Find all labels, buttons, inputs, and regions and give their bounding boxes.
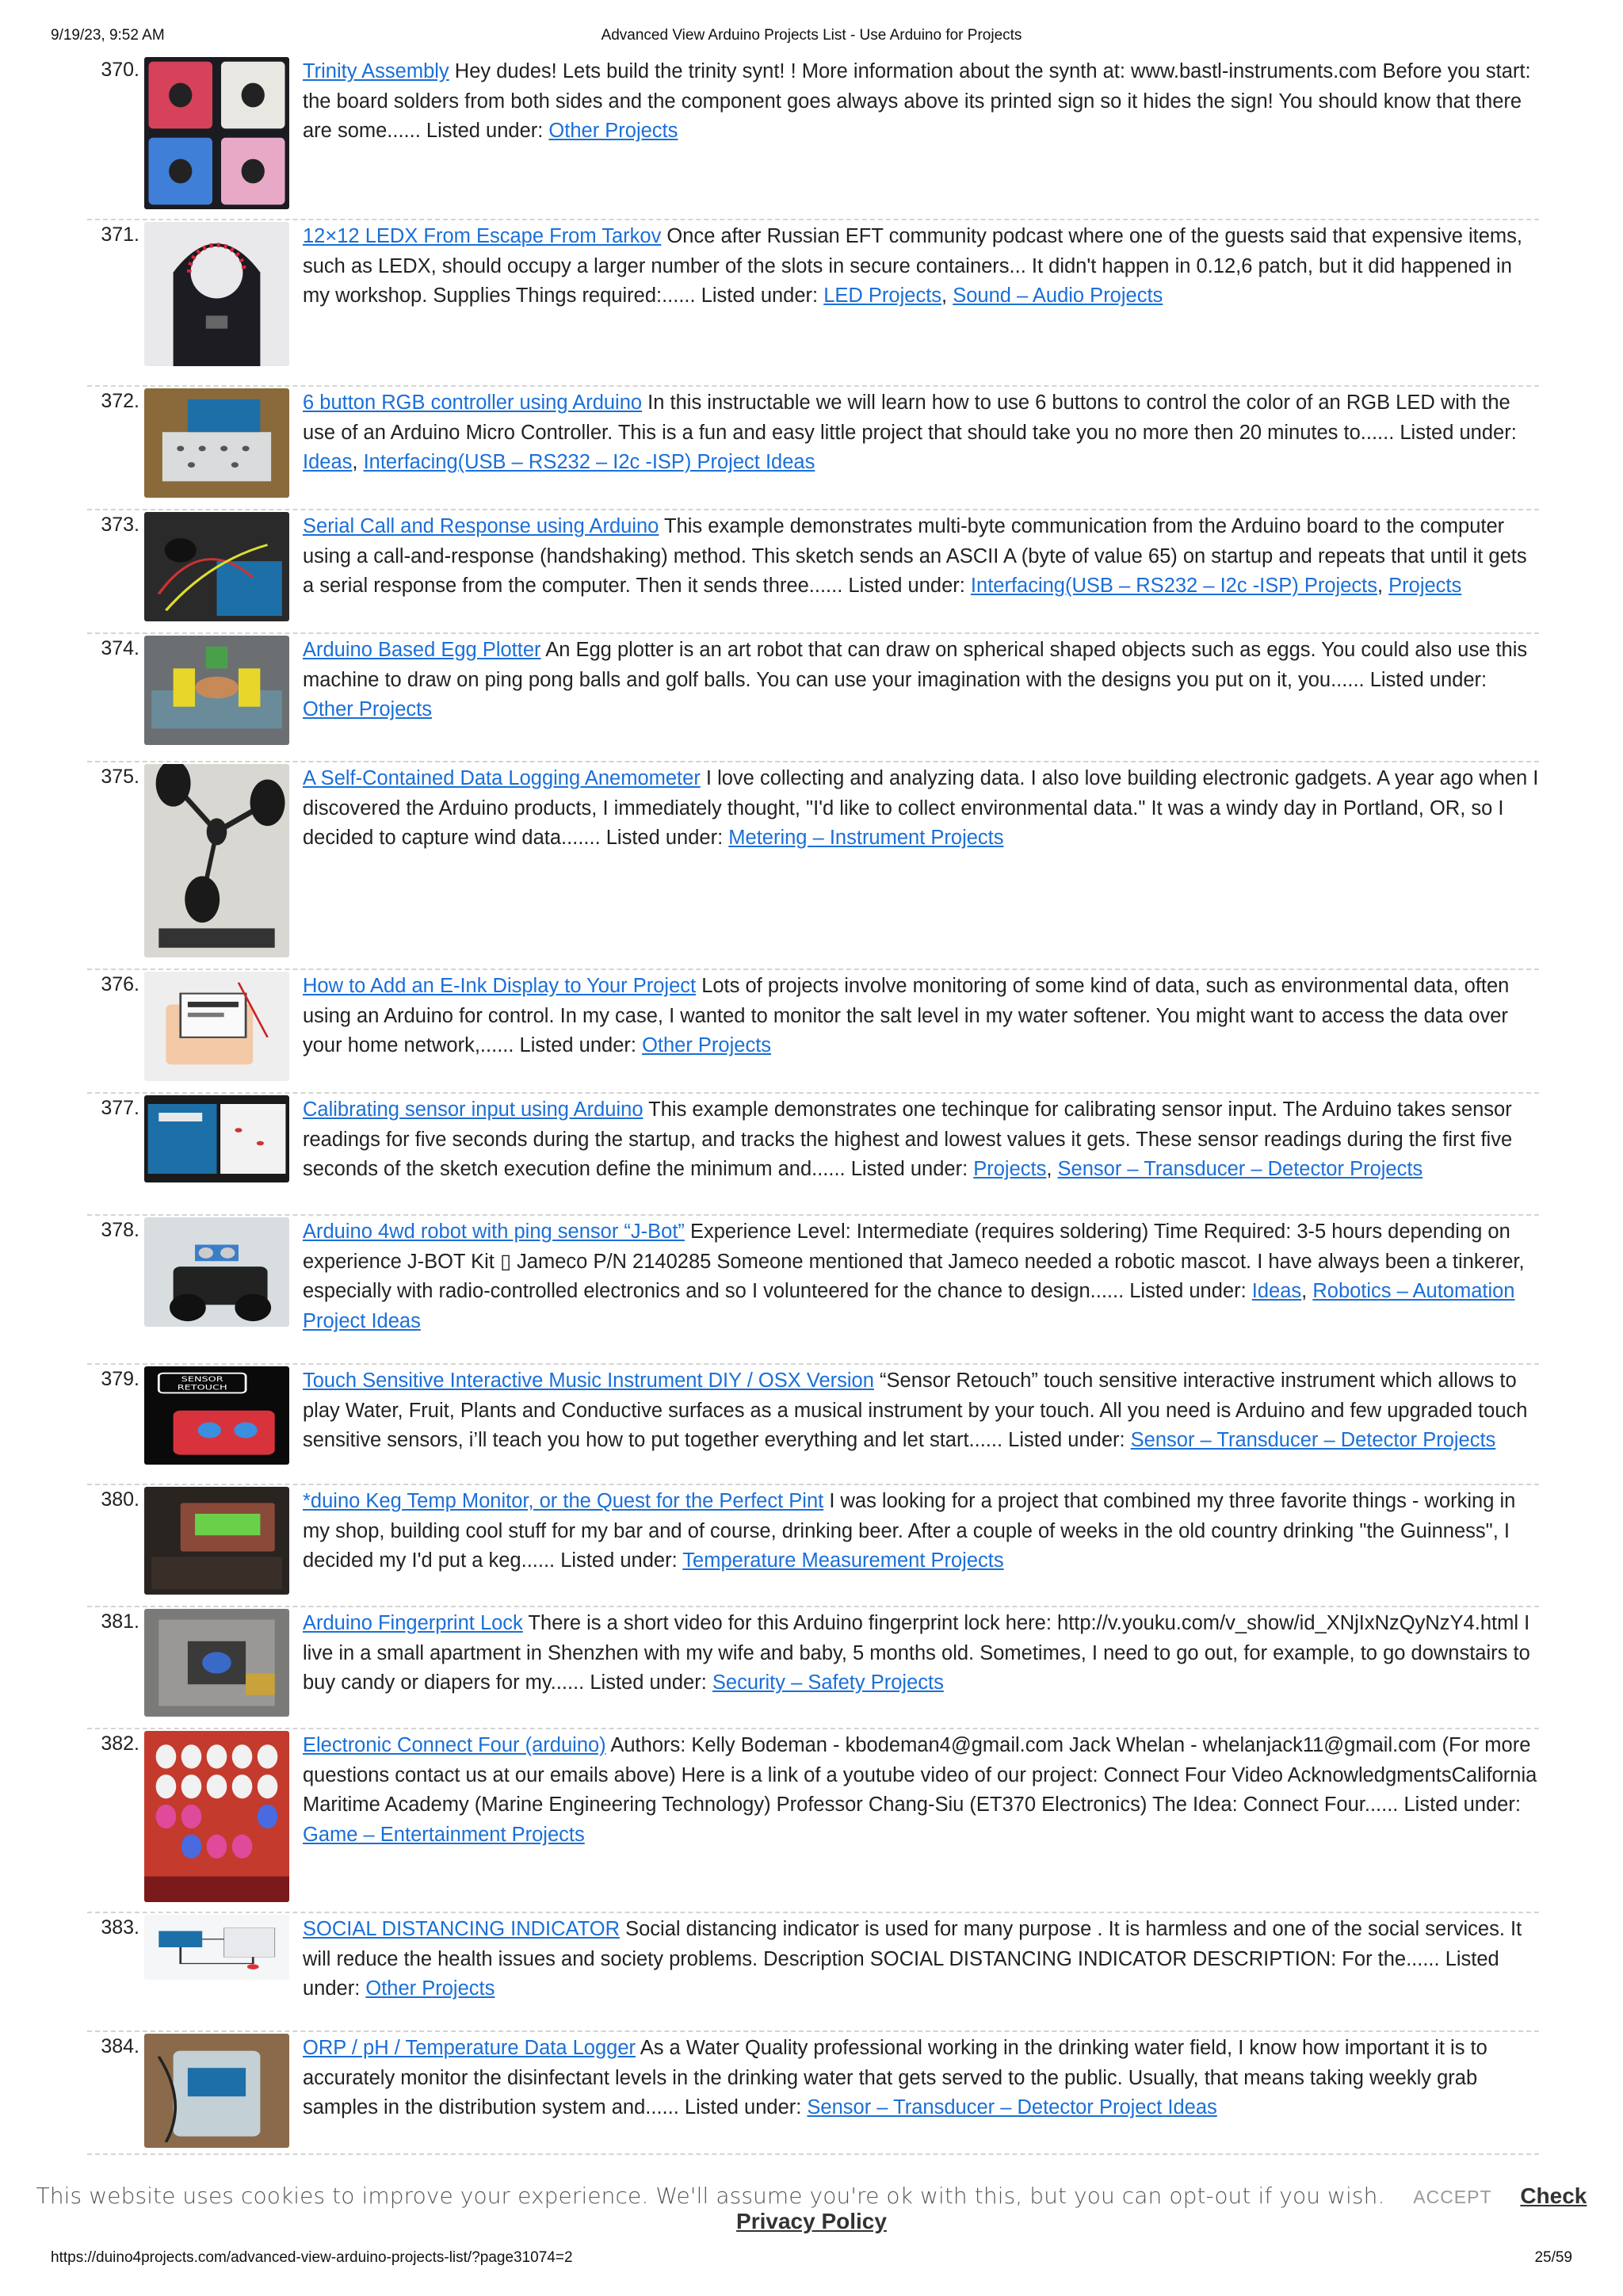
project-summary xyxy=(303,1731,1539,1850)
project-list-item xyxy=(87,1365,1539,1485)
project-number: 374. xyxy=(101,637,139,659)
page-number: 25/59 xyxy=(1534,2249,1572,2266)
listed-under-label: Listed under: xyxy=(560,1549,683,1572)
listed-under-label: Listed under: xyxy=(1400,421,1517,444)
project-list-item xyxy=(87,387,1539,510)
project-title-link[interactable]: Arduino Based Egg Plotter xyxy=(303,639,541,661)
project-description: Once after Russian EFT community podcast where one of the guests said that expensive items, such as LEDX, should occupy a larger number of the slots in secure containers... It didn't happen in 0.12,6 patch, but it did happened in my workshop. Supplies Things required:...... xyxy=(303,225,1522,307)
e-ink-display-image[interactable] xyxy=(144,972,289,1081)
project-summary xyxy=(303,222,1539,311)
project-title-link[interactable]: Touch Sensitive Interactive Music Instrument DIY / OSX Version xyxy=(303,1370,874,1392)
project-number: 378. xyxy=(101,1219,139,1241)
project-summary xyxy=(303,388,1539,478)
listed-under-label: Listed under: xyxy=(303,1947,1499,2000)
category-separator: , xyxy=(1046,1158,1058,1180)
project-title-link[interactable]: 12×12 LEDX From Escape From Tarkov xyxy=(303,225,662,247)
project-number: 371. xyxy=(101,223,139,246)
category-link-metering-instrument-projects[interactable]: Metering – Instrument Projects xyxy=(728,827,1004,849)
project-title-link[interactable]: Arduino Fingerprint Lock xyxy=(303,1612,523,1634)
project-number: 383. xyxy=(101,1916,139,1939)
print-datetime: 9/19/23, 9:52 AM xyxy=(51,27,165,44)
project-description: Lots of projects involve monitoring of some kind of data, such as environmental data, often using an Arduino for control. In my case, I wanted to monitor the salt level in my water softener. You might want to access the data over your home network,...... xyxy=(303,975,1510,1056)
project-list-item xyxy=(87,1729,1539,1913)
category-link-sensor-transducer-detector-project-ideas[interactable]: Sensor – Transducer – Detector Project Ideas xyxy=(807,2096,1217,2118)
anemometer-image[interactable] xyxy=(144,764,289,957)
project-summary xyxy=(303,1217,1539,1336)
category-link-other-projects[interactable]: Other Projects xyxy=(365,1977,495,2000)
project-summary xyxy=(303,512,1539,602)
category-link-other-projects[interactable]: Other Projects xyxy=(303,698,432,720)
project-title-link[interactable]: *duino Keg Temp Monitor, or the Quest for the Perfect Pint xyxy=(303,1490,824,1512)
project-list-item xyxy=(87,220,1539,387)
category-link-security-safety-projects[interactable]: Security – Safety Projects xyxy=(712,1671,944,1694)
project-summary xyxy=(303,972,1539,1061)
keg-monitor-image[interactable] xyxy=(144,1487,289,1595)
project-title-link[interactable]: Calibrating sensor input using Arduino xyxy=(303,1098,643,1121)
breadboard-image[interactable] xyxy=(144,388,289,498)
category-link-robotics-automation-project-ideas[interactable]: Robotics – Automation Project Ideas xyxy=(303,1280,1515,1332)
category-link-temperature-measurement-projects[interactable]: Temperature Measurement Projects xyxy=(682,1549,1004,1572)
project-summary xyxy=(303,1095,1539,1185)
category-link-game-entertainment-projects[interactable]: Game – Entertainment Projects xyxy=(303,1823,585,1846)
category-separator: , xyxy=(352,451,364,473)
fingerprint-lock-image[interactable] xyxy=(144,1609,289,1717)
project-description: Experience Level: Intermediate (requires soldering) Time Required: 3-5 hours depending on experience J-BOT Kit ▯ Jameco P/N 2140285 Someone mentioned that Jameco needed a robotic mascot. I have always been a tinkerer, especially with radio-controlled electronics and so I volunteered for the chance to design...... xyxy=(303,1221,1525,1302)
listed-under-label: Listed under: xyxy=(605,827,729,849)
project-list-item xyxy=(87,1913,1539,2032)
project-number: 381. xyxy=(101,1610,139,1633)
ledx-device-image[interactable] xyxy=(144,222,289,366)
synth-modules-image[interactable] xyxy=(144,57,289,209)
project-number: 379. xyxy=(101,1368,139,1390)
category-link-ideas[interactable]: Ideas xyxy=(1251,1280,1302,1302)
project-title-link[interactable]: Serial Call and Response using Arduino xyxy=(303,515,659,537)
listed-under-label: Listed under: xyxy=(848,575,971,597)
project-description: I love collecting and analyzing data. I also love building electronic gadgets. A year ago when I discovered the Arduino products, I immediately thought, "I'd like to collect environmental data." It was a windy day in Portland, OR, so I decided to capture wind data....... xyxy=(303,767,1539,849)
project-summary xyxy=(303,1366,1539,1456)
project-description: Authors: Kelly Bodeman - kbodeman4@gmail.com Jack Whelan - whelanjack11@gmail.com (For more questions contact us at our emails above) Here is a link of a youtube video of our project: Connect Four Video AcknowledgmentsCalifornia Maritime Academy (Marine Engineering Technology) Professor Chang-Siu (ET370 Electronics) The Idea: Connect Four...... xyxy=(303,1734,1537,1816)
project-number: 373. xyxy=(101,514,139,536)
category-link-led-projects[interactable]: LED Projects xyxy=(823,285,942,307)
robot-image[interactable] xyxy=(144,1217,289,1327)
project-number: 370. xyxy=(101,59,139,81)
cookie-message: This website uses cookies to improve your experience. We'll assume you're ok with this, but you can opt-out if you wish. xyxy=(36,2183,1385,2209)
project-list-item xyxy=(87,634,1539,762)
project-summary xyxy=(303,1609,1539,1698)
category-separator: , xyxy=(1377,575,1389,597)
connect-four-image[interactable] xyxy=(144,1731,289,1902)
project-list-item xyxy=(87,1216,1539,1365)
project-number: 372. xyxy=(101,390,139,412)
project-description: Hey dudes! Lets build the trinity synt! ! More information about the synth at: www.bastl-instruments.com Before you start: the board solders from both sides and the component goes always above its printed sign so it hides the sign! You should know that there are some...... xyxy=(303,60,1531,142)
project-list-item xyxy=(87,1607,1539,1729)
project-list-item xyxy=(87,510,1539,634)
circuit-diagram-image[interactable] xyxy=(144,1915,289,1980)
category-link-ideas[interactable]: Ideas xyxy=(303,451,353,473)
listed-under-label: Listed under: xyxy=(426,120,549,142)
category-separator: , xyxy=(1301,1280,1313,1302)
listed-under-label: Listed under: xyxy=(519,1034,643,1056)
accept-cookies-button[interactable]: ACCEPT xyxy=(1413,2187,1492,2207)
cookie-banner xyxy=(0,2183,1623,2233)
arduino-board-image[interactable] xyxy=(144,1095,289,1182)
project-description: This example demonstrates multi-byte communication from the Arduino board to the computer using a call-and-response (handshaking) method. This sketch sends an ASCII A (byte of value 65) on startup and repeats that until it gets a serial response from the computer. Then it sends three...... xyxy=(303,515,1527,597)
print-page-title: Advanced View Arduino Projects List - Use Arduino for Projects xyxy=(601,27,1022,44)
project-summary xyxy=(303,1915,1539,2004)
project-description: In this instructable we will learn how to use 6 buttons to control the color of an RGB LED with the use of an Arduino Micro Controller. This is a fun and easy little project that should take you no more then 20 minutes to...... xyxy=(303,392,1510,444)
egg-plotter-image[interactable] xyxy=(144,636,289,745)
project-list xyxy=(87,55,1539,2155)
project-title-link[interactable]: Trinity Assembly xyxy=(303,60,449,82)
listed-under-label: Listed under: xyxy=(1369,668,1487,691)
data-logger-image[interactable] xyxy=(144,2034,289,2148)
category-separator: , xyxy=(941,285,953,307)
project-description: “Sensor Retouch” touch sensitive interactive instrument which allows to play Water, Fruit, Plants and Conductive surfaces as a musical instrument by your touch. All you need is Arduino and few upgraded touch sensitive sensors, i’ll teach you how to put together everything and let start...... xyxy=(303,1370,1528,1451)
project-summary xyxy=(303,57,1539,147)
listed-under-label: Listed under: xyxy=(590,1671,712,1694)
arduino-wiring-image[interactable] xyxy=(144,512,289,621)
sensor-retouch-image[interactable] xyxy=(144,1366,289,1465)
listed-under-label: Listed under: xyxy=(1129,1280,1252,1302)
project-title-link[interactable]: 6 button RGB controller using Arduino xyxy=(303,392,643,414)
project-number: 382. xyxy=(101,1733,139,1755)
category-link-projects[interactable]: Projects xyxy=(973,1158,1047,1180)
project-summary xyxy=(303,764,1539,854)
project-summary xyxy=(303,636,1539,725)
category-link-sensor-transducer-detector-projects[interactable]: Sensor – Transducer – Detector Projects xyxy=(1130,1429,1496,1451)
category-link-other-projects[interactable]: Other Projects xyxy=(642,1034,772,1056)
project-list-item xyxy=(87,1485,1539,1607)
category-link-sound-audio-projects[interactable]: Sound – Audio Projects xyxy=(953,285,1163,307)
project-description: As a Water Quality professional working in the drinking water field, I know how important it is to accurately monitor the disinfectant levels in the drinking water that gets served to the public. Usually, that means taking weekly grab samples in the distribution system and...... xyxy=(303,2037,1487,2118)
project-title-link[interactable]: ORP / pH / Temperature Data Logger xyxy=(303,2037,636,2059)
listed-under-label: Listed under: xyxy=(850,1158,974,1180)
project-description: This example demonstrates one techinque for calibrating sensor input. The Arduino takes sensor readings for five seconds during the startup, and tracks the highest and lowest values it gets. These sensor readings during the first five seconds of the sketch execution define the minimum and...... xyxy=(303,1098,1513,1180)
category-link-projects[interactable]: Projects xyxy=(1388,575,1462,597)
project-description: An Egg plotter is an art robot that can draw on spherical shaped objects such as eggs. You could also use this machine to draw on ping pong balls and golf balls. You can use your imagination with the designs you put on it, you...... xyxy=(303,639,1528,691)
category-link-interfacing-usb-rs232-i2c-isp-project-ideas[interactable]: Interfacing(USB – RS232 – I2c -ISP) Project Ideas xyxy=(363,451,815,473)
project-title-link[interactable]: A Self-Contained Data Logging Anemometer xyxy=(303,767,701,789)
project-number: 384. xyxy=(101,2035,139,2057)
project-title-link[interactable]: Electronic Connect Four (arduino) xyxy=(303,1734,606,1756)
svg-text:RETOUCH: RETOUCH xyxy=(177,1383,227,1392)
project-title-link[interactable]: How to Add an E-Ink Display to Your Project xyxy=(303,975,697,997)
project-summary xyxy=(303,1487,1539,1576)
listed-under-label: Listed under: xyxy=(684,2096,808,2118)
project-number: 377. xyxy=(101,1097,139,1119)
listed-under-label: Listed under: xyxy=(1008,1429,1131,1451)
listed-under-label: Listed under: xyxy=(701,285,824,307)
svg-text:SENSOR: SENSOR xyxy=(181,1375,223,1384)
project-list-item xyxy=(87,2032,1539,2155)
project-summary xyxy=(303,2034,1539,2123)
print-url: https://duino4projects.com/advanced-view-arduino-projects-list/?page31074=2 xyxy=(51,2249,573,2266)
project-list-item xyxy=(87,55,1539,220)
project-description: I was looking for a project that combined my three favorite things - working in my shop, building cool stuff for my bar and of course, drinking beer. After a couple of weeks in the old country drinking "the Guinness", I decided my I'd put a keg...... xyxy=(303,1490,1516,1572)
project-description: There is a short video for this Arduino fingerprint lock here: http://v.youku.com/v_show/id_XNjIxNzQyNzY4.html I live in a small apartment in Shenzhen with my wife and baby, 5 months old. Sometimes, I need to go out, for example, to go downstairs to buy candy or diapers for my...... xyxy=(303,1612,1530,1694)
project-list-item xyxy=(87,970,1539,1094)
project-number: 376. xyxy=(101,973,139,995)
category-link-sensor-transducer-detector-projects[interactable]: Sensor – Transducer – Detector Projects xyxy=(1057,1158,1423,1180)
category-link-interfacing-usb-rs232-i2c-isp-projects[interactable]: Interfacing(USB – RS232 – I2c -ISP) Projects xyxy=(970,575,1377,597)
project-number: 375. xyxy=(101,766,139,788)
print-header xyxy=(51,27,1572,48)
project-list-item xyxy=(87,762,1539,970)
project-description: Social distancing indicator is used for many purpose . It is harmless and one of the social services. It will reduce the health issues and society problems. Description SOCIAL DISTANCING INDICATOR DESCRIPTION: For the...... xyxy=(303,1918,1522,1970)
project-title-link[interactable]: SOCIAL DISTANCING INDICATOR xyxy=(303,1918,621,1940)
listed-under-label: Listed under: xyxy=(1403,1794,1521,1816)
privacy-policy-link[interactable]: Check Privacy Policy xyxy=(736,2183,1587,2233)
category-link-other-projects[interactable]: Other Projects xyxy=(548,120,678,142)
project-title-link[interactable]: Arduino 4wd robot with ping sensor “J-Bot” xyxy=(303,1221,685,1243)
project-list-item xyxy=(87,1094,1539,1216)
project-number: 380. xyxy=(101,1488,139,1511)
print-footer xyxy=(51,2249,1572,2270)
